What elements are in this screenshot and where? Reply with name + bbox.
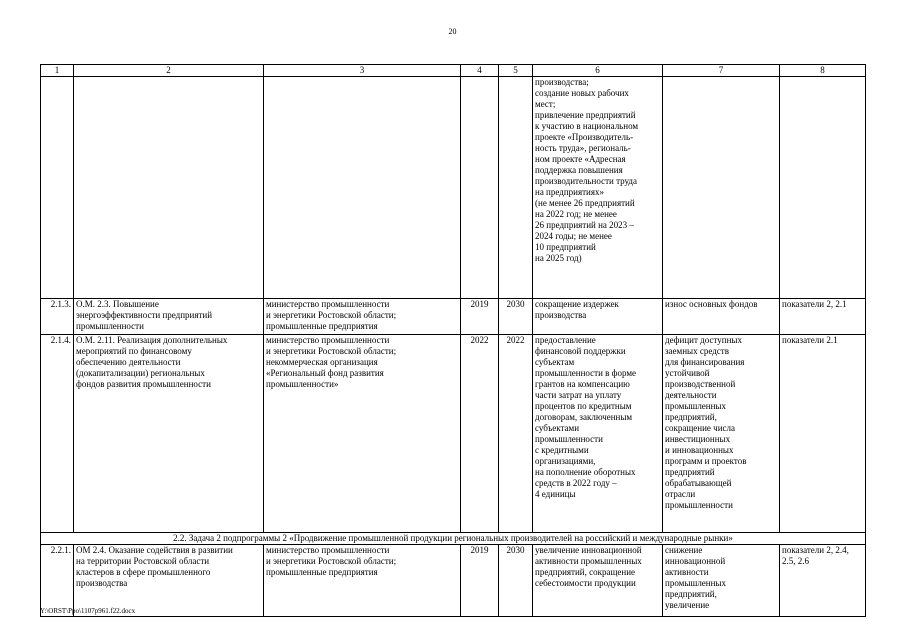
cell-name: ОМ 2.4. Оказание содействия в развитии на территории Ростовской области кластеров в сфере промышленного производства — [74, 545, 264, 617]
column-number-8: 8 — [780, 65, 866, 77]
cell-indicators: показатели 2, 2.1 — [780, 299, 866, 335]
cell-result: сокращение издержек производства — [533, 299, 663, 335]
cell-result: производства; создание новых рабочих мест; привлечение предприятий к участию в национальном проекте «Производитель- ность труда», региональ- ном проекте «Адресная поддержка повышения производительности труда на предприятиях» (не менее 26 предприятий на 2022 год; не менее 26 предприятий на 2023 – 2024 годы; не менее 10 предприятий на 2025 год) — [533, 77, 663, 299]
cell-num — [41, 77, 74, 299]
cell-num: 2.2.1. — [41, 545, 74, 617]
cell-start: 2019 — [461, 545, 499, 617]
cell-indicators — [780, 77, 866, 299]
cell-name — [74, 77, 264, 299]
cell-risk — [663, 77, 780, 299]
cell-start: 2019 — [461, 299, 499, 335]
cell-executor: министерство промышленности и энергетики Ростовской области; промышленные предприятия — [264, 545, 461, 617]
cell-executor: министерство промышленности и энергетики Ростовской области; некоммерческая организация «Региональный фонд развития промышленности» — [264, 335, 461, 533]
column-number-1: 1 — [41, 65, 74, 77]
cell-name: О.М. 2.3. Повышение энергоэффективности предприятий промышленности — [74, 299, 264, 335]
cell-indicators: показатели 2.1 — [780, 335, 866, 533]
table-row — [41, 335, 866, 533]
cell-result: увеличение инновационной активности промышленных предприятий, сокращение себестоимости продукции — [533, 545, 663, 617]
table-row — [41, 299, 866, 335]
task-row — [41, 533, 866, 545]
column-number-4: 4 — [461, 65, 499, 77]
footer-file-path: Y:\ORST\Ppo\1107p961.f22.docx — [40, 607, 136, 615]
cell-start: 2022 — [461, 335, 499, 533]
column-number-6: 6 — [533, 65, 663, 77]
column-number-7: 7 — [663, 65, 780, 77]
cell-end: 2030 — [499, 299, 533, 335]
task-heading: 2.2. Задача 2 подпрограммы 2 «Продвижение промышленной продукции региональных производителей на российский и международные рынки» — [41, 533, 866, 545]
cell-risk: дефицит доступных заемных средств для финансирования устойчивой производственной деятельности промышленных предприятий, сокращение числа инвестиционных и инновационных программ и проектов предприятий обрабатывающей отрасли промышленности — [663, 335, 780, 533]
cell-end — [499, 77, 533, 299]
cell-executor: министерство промышленности и энергетики Ростовской области; промышленные предприятия — [264, 299, 461, 335]
cell-indicators: показатели 2, 2.4, 2.5, 2.6 — [780, 545, 866, 617]
column-number-5: 5 — [499, 65, 533, 77]
cell-end: 2030 — [499, 545, 533, 617]
cell-risk: износ основных фондов — [663, 299, 780, 335]
cell-start — [461, 77, 499, 299]
cell-name: О.М. 2.11. Реализация дополнительных мероприятий по финансовому обеспечению деятельности (докапитализации) региональных фондов развития промышленности — [74, 335, 264, 533]
column-number-3: 3 — [264, 65, 461, 77]
table-row — [41, 545, 866, 617]
cell-end: 2022 — [499, 335, 533, 533]
cell-num: 2.1.4. — [41, 335, 74, 533]
column-number-2: 2 — [74, 65, 264, 77]
cell-num: 2.1.3. — [41, 299, 74, 335]
cell-risk: снижение инновационной активности промышленных предприятий, увеличение — [663, 545, 780, 617]
cell-result: предоставление финансовой поддержки субъектам промышленности в форме грантов на компенсацию части затрат на уплату процентов по кредитным договорам, заключенным субъектами промышленности с кредитными организациями, на пополнение оборотных средств в 2022 году – 4 единицы — [533, 335, 663, 533]
column-number-row — [41, 65, 866, 77]
cell-executor — [264, 77, 461, 299]
measures-table — [40, 64, 866, 617]
table-row-continuation — [41, 77, 866, 299]
page-number: 20 — [448, 27, 457, 36]
